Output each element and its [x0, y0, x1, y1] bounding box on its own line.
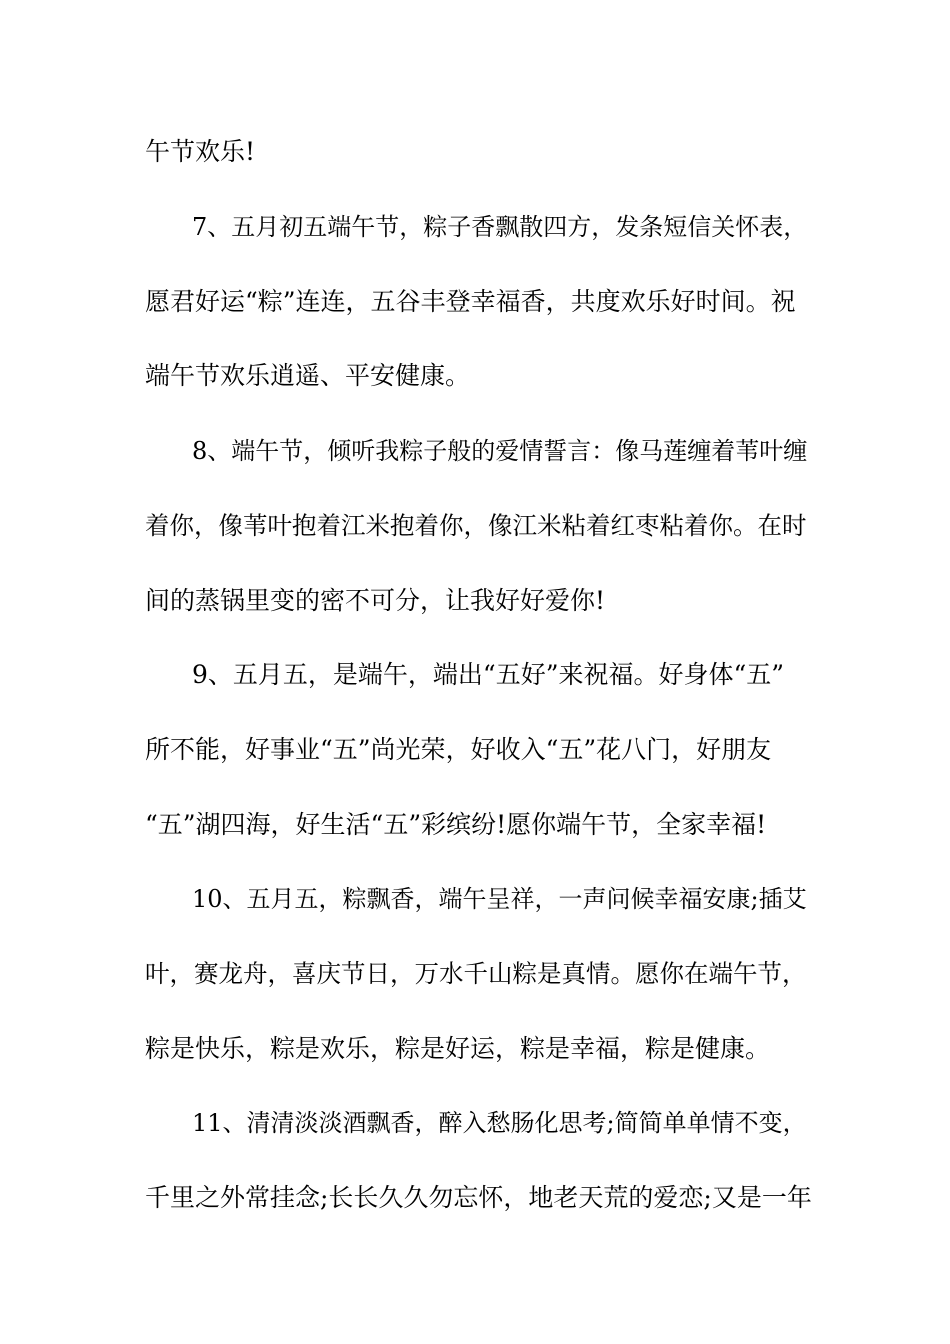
text-line: 11、清清淡淡酒飘香，醉入愁肠化思考;简简单单情不变， — [192, 1109, 807, 1137]
text-line: 着你，像苇叶抱着江米抱着你，像江米粘着红枣粘着你。在时 — [145, 511, 807, 540]
text-line: 叶，赛龙舟，喜庆节日，万水千山粽是真情。愿你在端午节， — [145, 959, 807, 988]
text-line: 7、五月初五端午节，粽子香飘散四方，发条短信关怀表， — [192, 213, 808, 241]
text-line: “五”湖四海，好生活“五”彩缤纷!愿你端午节，全家幸福! — [145, 810, 767, 839]
text-line: 粽是快乐，粽是欢乐，粽是好运，粽是幸福，粽是健康。 — [145, 1034, 771, 1063]
text-line: 午节欢乐! — [145, 137, 256, 166]
text-line: 9、五月五，是端午，端出“五好”来祝福。好身体“五” — [192, 660, 785, 689]
text-line: 所不能，好事业“五”尚光荣，好收入“五”花八门，好朋友 — [145, 735, 772, 764]
text-line: 10、五月五，粽飘香，端午呈祥，一声问候幸福安康;插艾 — [192, 885, 807, 913]
text-line: 间的蒸锅里变的密不可分，让我好好爱你! — [145, 586, 606, 615]
text-line: 端午节欢乐逍遥、平安健康。 — [145, 361, 471, 390]
text-line: 千里之外常挂念;长长久久勿忘怀，地老天荒的爱恋;又是一年 — [145, 1183, 812, 1212]
text-line: 8、端午节，倾听我粽子般的爱情誓言：像马莲缠着苇叶缠 — [192, 437, 808, 465]
text-line: 愿君好运“粽”连连，五谷丰登幸福香，共度欢乐好时间。祝 — [145, 287, 796, 316]
